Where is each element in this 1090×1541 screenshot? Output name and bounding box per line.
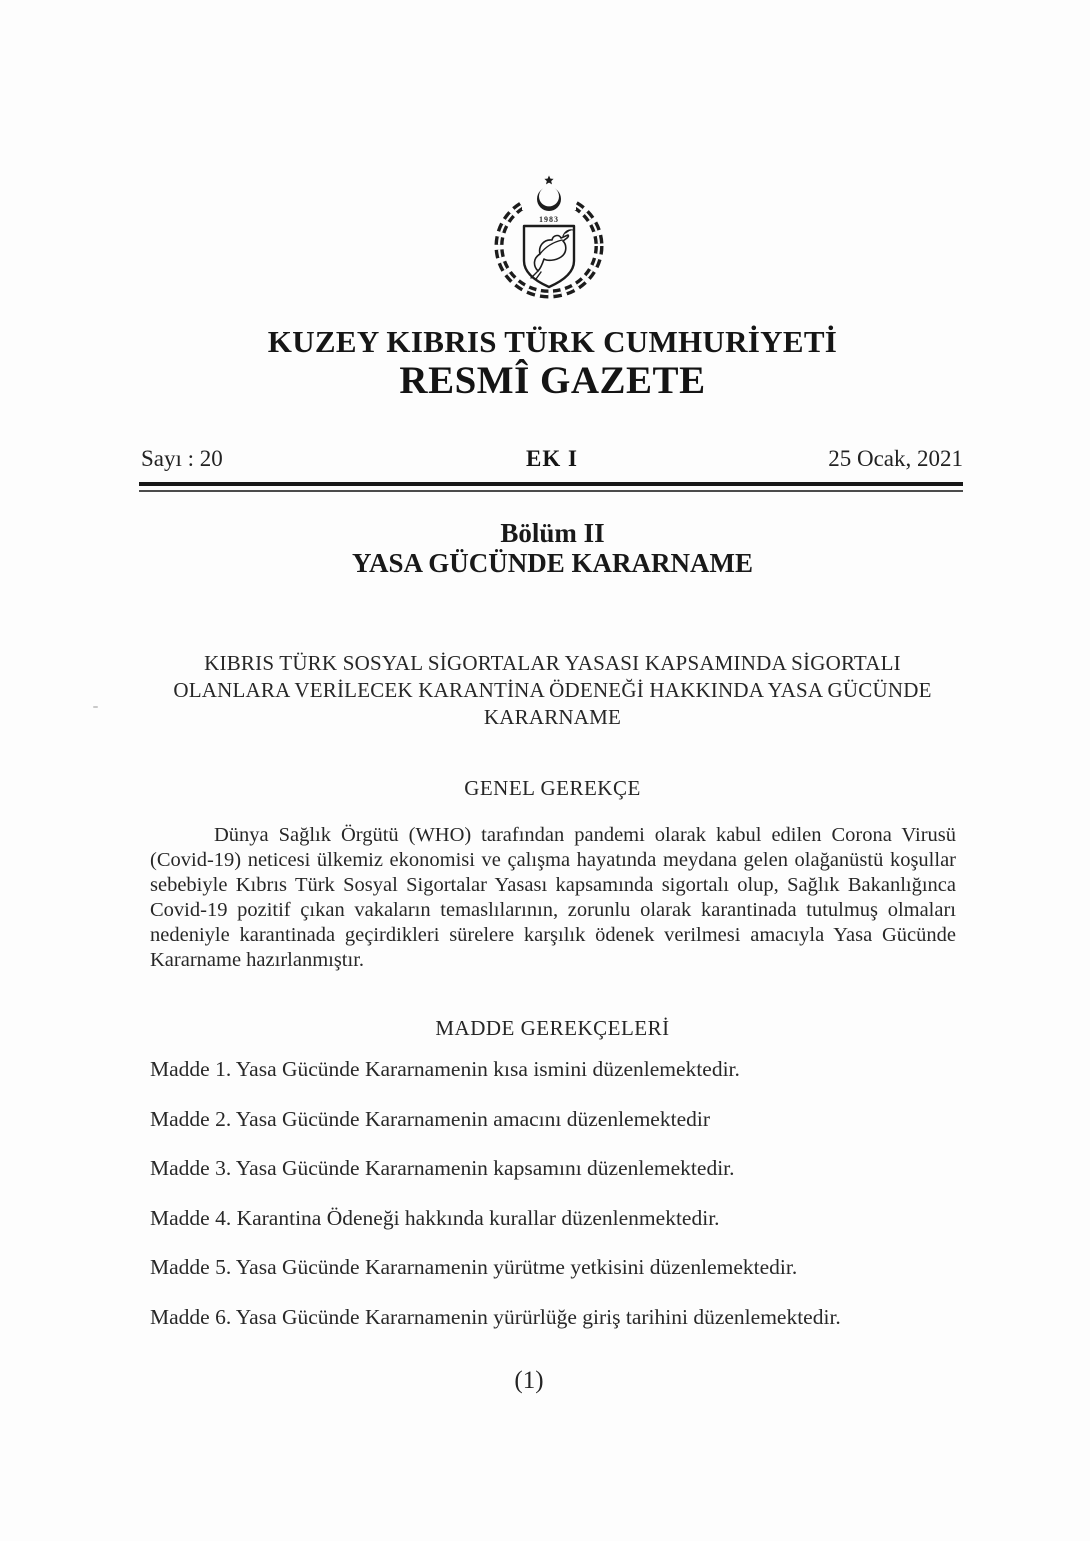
list-item: Madde 2. Yasa Gücünde Kararnamenin amacını düzenlemektedir xyxy=(150,1106,710,1131)
masthead-gazette-title: RESMÎ GAZETE xyxy=(399,359,706,402)
article-justification-list xyxy=(150,1058,965,1355)
general-justification-paragraph: Dünya Sağlık Örgütü (WHO) tarafından pandemi olarak kabul edilen Corona Virusü (Covid-19) neticesi ülkemiz ekonomisi ve çalışma hayatında meydana gelen olağanüstü koşullar sebebiyle Kıbrıs Türk Sosyal Sigortalar Yasası kapsamında sigortalı olup, Sağlık Bakanlığınca Covid-19 pozitif çıkan vakaların temaslılarının, zorunlu olarak karantinada tutulmuş olmaları nedeniyle karantinada geçirdikleri sürelere karşılık ödenek verilmesi amacıyla Yasa Gücünde Kararname hazırlanmıştır. xyxy=(150,824,956,971)
decree-title xyxy=(150,650,955,731)
issue-number: Sayı : 20 xyxy=(141,446,223,471)
article-justifications-heading: MADDE GEREKÇELERİ xyxy=(435,1016,670,1040)
list-item: Madde 4. Karantina Ödeneği hakkında kurallar düzenlenmektedir. xyxy=(150,1205,720,1230)
scan-speck xyxy=(93,706,98,708)
kktc-emblem xyxy=(484,174,614,314)
list-item: Madde 3. Yasa Gücünde Kararnamenin kapsamını düzenlemektedir. xyxy=(150,1156,735,1180)
supplement-label: EK I xyxy=(526,446,578,471)
decree-title-line: KIBRIS TÜRK SOSYAL SİGORTALAR YASASI KAPSAMINDA SİGORTALI xyxy=(204,651,901,675)
masthead-country-title: KUZEY KIBRIS TÜRK CUMHURİYETİ xyxy=(267,324,838,359)
chapter-heading xyxy=(150,518,955,578)
issue-bar xyxy=(141,446,963,476)
issue-date: 25 Ocak, 2021 xyxy=(828,446,963,471)
chapter-title: YASA GÜCÜNDE KARARNAME xyxy=(351,548,754,578)
list-item: Madde 6. Yasa Gücünde Kararnamenin yürürlüğe giriş tarihini düzenlemektedir. xyxy=(150,1304,841,1329)
list-item: Madde 5. Yasa Gücünde Kararnamenin yürütme yetkisini düzenlemektedir. xyxy=(150,1255,798,1279)
emblem-year-label: 1983 xyxy=(539,215,559,224)
general-justification-heading: GENEL GEREKÇE xyxy=(464,776,641,800)
chapter-number: Bölüm II xyxy=(500,518,605,548)
dove-shield-icon xyxy=(524,226,574,287)
decree-title-line: KARARNAME xyxy=(483,705,622,729)
page-number: (1) xyxy=(514,1367,544,1394)
header-divider-rule xyxy=(139,482,963,492)
decree-title-line: OLANLARA VERİLECEK KARANTİNA ÖDENEĞİ HAKKINDA YASA GÜCÜNDE xyxy=(173,678,932,702)
list-item: Madde 1. Yasa Gücünde Kararnamenin kısa ismini düzenlemektedir. xyxy=(150,1057,740,1081)
